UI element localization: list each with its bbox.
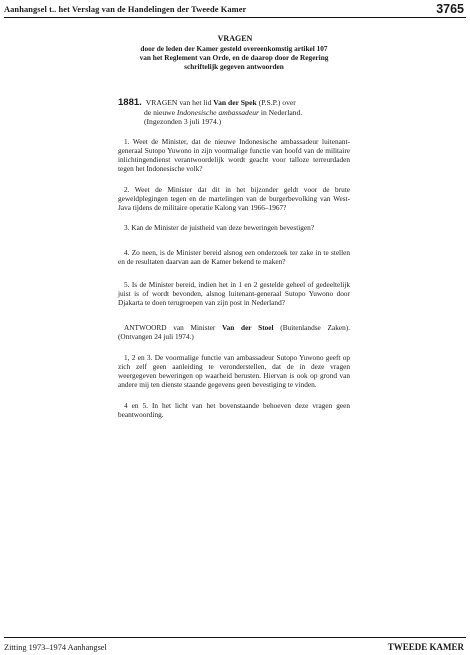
question-text: [118, 185, 350, 212]
answer-text: [118, 353, 350, 389]
heading-text: (P.S.P.) over: [256, 98, 296, 107]
section-subtitle: [118, 44, 350, 71]
answer-paragraph: [118, 353, 350, 389]
footer-rule: [4, 637, 466, 638]
page-header: [4, 2, 466, 18]
answer-text: [118, 401, 350, 419]
paragraph-text: 1, 2 en 3. De voormalige functie van ambassadeur Sutopo Yuwono geeft op zich zelf geen aanleiding te veronderstellen, dat de in deze vragen weergegeven beweringen op waarheid berusten. Hiervan is ook op grond van andere mij ten dienste staande gegevens geen bevestiging te vinden.: [118, 353, 350, 390]
question-heading: [118, 98, 350, 127]
footer-chamber: TWEEDE KAMER: [387, 642, 464, 652]
page-number: 3765: [436, 2, 464, 16]
question-heading-line-2: [118, 108, 350, 118]
minister-name: Van der Stoel: [221, 323, 274, 332]
footer-session: Zitting 1973–1974 Aanhangsel: [4, 643, 107, 652]
header-rule: [4, 17, 466, 18]
question-text: [118, 223, 350, 232]
question-paragraph: [118, 280, 350, 307]
paragraph-text: 2. Weet de Minister dat dit in het bijzonder geldt voor de brute geweldplegingen tegen en de martelingen van de burgerbevolking van West-Java tijdens de militaire operatie Kalong van 1966–1967?: [118, 185, 350, 213]
answer-heading: [118, 323, 350, 341]
heading-text: ANTWOORD van Minister: [124, 323, 222, 332]
question-number: 1881.: [118, 97, 142, 108]
question-text: [118, 137, 350, 173]
section-title: VRAGEN: [217, 34, 253, 43]
heading-text: de nieuwe: [144, 107, 177, 117]
heading-text: (Buitenlandse Zaken). (Ontvangen 24 juli 1974.): [118, 323, 350, 342]
subtitle-line: door de leden der Kamer gesteld overeenkomstig artikel 107: [140, 44, 328, 53]
page-footer: [4, 639, 466, 653]
subtitle-line: schriftelijk gegeven antwoorden: [184, 62, 284, 71]
question-text: [118, 280, 350, 307]
question-paragraph: [118, 248, 350, 266]
question-heading-line-1: [118, 98, 350, 108]
paragraph-text: 5. Is de Minister bereid, indien het in 1 en 2 gestelde geheel of gedeeltelijk juist is of wordt bevonden, alsnog luitenant-generaal Sutopo Yuwono door Djakarta te doen terugroepen van zijn post in Nederland?: [118, 280, 350, 308]
question-paragraph: [118, 137, 350, 173]
paragraph-text: 4. Zo neen, is de Minister bereid alsnog een onderzoek ter zake in te stellen en de resultaten daarvan aan de Kamer bekend te maken?: [118, 248, 350, 267]
subtitle-line: van het Reglement van Orde, en de daarop door de Regering: [139, 53, 329, 62]
question-subject: Indonesische ambassadeur: [176, 107, 259, 117]
answer-paragraph: [118, 401, 350, 419]
heading-text: VRAGEN van het lid: [145, 98, 214, 107]
paragraph-text: 1. Weet de Minister, dat de nieuwe Indonesische ambassadeur luitenant-generaal Sutopo Yuwono in zijn voormalige functie van hoofd van de militaire inlichtingendienst verantwoordelijk wordt geacht voor talloze terreurdaden tegen het Indonesische volk?: [118, 137, 350, 174]
question-submitted-date: (Ingezonden 3 juli 1974.): [144, 117, 222, 127]
question-paragraph: [118, 223, 350, 232]
heading-text: in Nederland.: [258, 107, 303, 117]
member-name: Van der Spek: [213, 98, 257, 107]
paragraph-text: 4 en 5. In het licht van het bovenstaande behoeven deze vragen geen beantwoording.: [118, 401, 350, 420]
header-publication-title: Aanhangsel t.. het Verslag van de Handelingen der Tweede Kamer: [4, 5, 247, 14]
paragraph-text: 3. Kan de Minister de juistheid van deze beweringen bevestigen?: [124, 223, 315, 232]
answer-heading-text: [118, 323, 350, 341]
question-text: [118, 248, 350, 266]
question-paragraph: [118, 185, 350, 212]
